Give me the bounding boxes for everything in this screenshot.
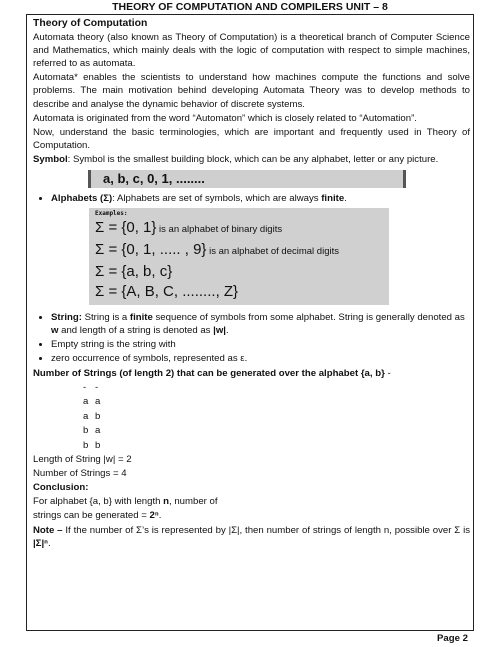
example-az: Σ = {A, B, C, ........, Z} <box>95 283 239 301</box>
conclusion-value: 2ⁿ <box>149 510 159 522</box>
string-def-d: . <box>225 325 229 337</box>
alphabets-finite: finite <box>321 193 345 205</box>
string-pair <box>83 381 470 396</box>
string-def-b: sequence of symbols from some alphabet. String is generally denoted as <box>152 312 465 324</box>
string-pair <box>83 424 470 439</box>
empty-string-item: • Empty string is the string with <box>51 338 470 351</box>
example-binary-note: is an alphabet of binary digits <box>156 224 283 236</box>
paragraph-intro: Automata theory (also known as Theory of Computation) is a theoretical branch of Computer Science and Mathematics, which mainly deals with the logic of computation with respect to simple machines, referred to as automata. <box>33 32 470 70</box>
string-def-c: and length of a string is denoted as <box>58 325 214 337</box>
example-abc: Σ = {a, b, c} <box>95 263 173 281</box>
page-header: THEORY OF COMPUTATION AND COMPILERS UNIT – 8 <box>112 1 388 13</box>
conclusion-c: strings can be generated = <box>33 510 150 522</box>
alphabets-def-text: : Alphabets are set of symbols, which are always <box>112 193 322 205</box>
pair-char: b <box>83 425 89 437</box>
string-pairs-list <box>83 381 470 454</box>
examples-box <box>89 208 389 305</box>
string-term: String: <box>51 312 82 324</box>
string-pair <box>83 439 470 454</box>
pair-char: b <box>95 439 101 451</box>
example-decimal-set: Σ = {0, 1, ..... , 9} <box>95 241 207 259</box>
pair-char: b <box>95 410 101 422</box>
pair-char: b <box>83 439 89 451</box>
page-number: Page 2 <box>437 633 468 644</box>
note-paragraph <box>33 524 470 550</box>
string-finite: finite <box>129 312 153 324</box>
pair-char: a <box>95 396 101 408</box>
string-list <box>33 311 470 365</box>
string-length-symbol: |w| <box>213 325 226 337</box>
string-pair <box>83 395 470 410</box>
note-end: . <box>47 537 51 549</box>
symbol-def-text: : Symbol is the smallest building block, which can be any alphabet, letter or any picture. <box>67 153 439 165</box>
symbol-term: Symbol <box>33 153 68 165</box>
symbol-definition <box>33 153 470 166</box>
note-label: Note – <box>33 524 63 536</box>
num-strings-heading-text: Number of Strings (of length 2) that can be generated over the alphabet {a, b} <box>33 367 385 379</box>
conclusion-b: , number of <box>169 496 218 508</box>
pair-char: a <box>83 410 89 422</box>
conclusion-line-2 <box>33 509 470 522</box>
pair-char: - <box>95 381 99 393</box>
note-text: If the number of Σ’s is represented by |Σ|, then number of strings of length n, possible over Σ is <box>62 524 471 536</box>
alphabets-period: . <box>344 193 347 205</box>
example-binary-set: Σ = {0, 1} <box>95 219 157 237</box>
example-decimal <box>95 240 383 262</box>
pair-char: a <box>83 396 89 408</box>
num-strings-dash: - <box>384 367 391 379</box>
conclusion-label <box>33 481 470 494</box>
conclusion-label-text: Conclusion: <box>33 482 89 494</box>
length-line: Length of String |w| = 2 <box>33 454 132 466</box>
pair-char: - <box>83 381 87 393</box>
conclusion-line-1 <box>33 495 470 508</box>
num-strings-heading <box>33 367 470 380</box>
note-value: |Σ|ⁿ <box>33 537 48 549</box>
conclusion-d: . <box>158 510 162 522</box>
number-line: Number of Strings = 4 <box>33 468 127 480</box>
example-binary <box>95 218 383 240</box>
conclusion-n: n <box>163 496 170 508</box>
paragraph-origin: Automata is originated from the word “Automaton” which is closely related to “Automation”. <box>33 112 417 124</box>
alphabets-term: Alphabets (Σ) <box>51 193 113 205</box>
pair-char: a <box>95 425 101 437</box>
page-content <box>33 17 470 551</box>
paragraph-motivation: Automata* enables the scientists to understand how machines compute the functions and solve problems. The main motivation behind developing Automata Theory was to develop methods to describe and analyse the dynamic behavior of discrete systems. <box>33 72 470 110</box>
string-w: w <box>51 325 59 337</box>
alphabets-item <box>51 192 470 205</box>
string-item <box>51 311 470 337</box>
paragraph-terminology: Now, understand the basic terminologies, which are important and frequently used in Theory of Computation. <box>33 126 470 151</box>
conclusion-a: For alphabet {a, b} with length <box>33 496 164 508</box>
string-def-a: String is a <box>81 312 130 324</box>
zero-occurrence-item: • zero occurrence of symbols, represented as ε. <box>51 352 470 365</box>
section-title: Theory of Computation <box>33 18 148 29</box>
example-decimal-note: is an alphabet of decimal digits <box>206 246 339 258</box>
symbol-example-box: a, b, c, 0, 1, ........ <box>88 170 406 188</box>
examples-label: Examples: <box>95 210 128 218</box>
alphabets-list <box>33 192 470 205</box>
string-pair <box>83 410 470 425</box>
